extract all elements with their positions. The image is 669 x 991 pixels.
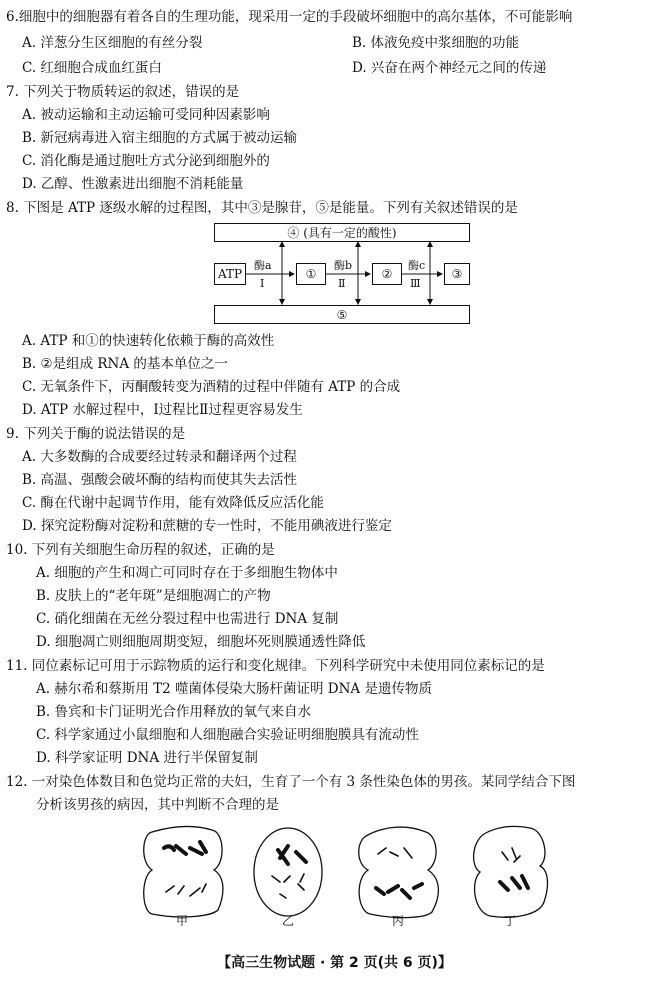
q7-option-b: B. 新冠病毒进入宿主细胞的方式属于被动运输 <box>22 130 298 146</box>
q11-option-d: D. 科学家证明 DNA 进行半保留复制 <box>36 750 258 766</box>
box-4-acidic: ④ (具有一定的酸性) <box>214 223 470 242</box>
cell-division-figure <box>140 820 560 928</box>
cell-label-ding: 丁 <box>504 914 517 928</box>
cell-label-yi: 乙 <box>282 914 295 928</box>
cell-yi <box>254 828 322 916</box>
q10-option-d: D. 细胞凋亡则细胞周期变短，细胞坏死则膜通透性降低 <box>36 634 366 650</box>
page-footer: 【高三生物试题 · 第 2 页(共 6 页)】 <box>217 955 452 971</box>
step-2-label: Ⅱ <box>338 277 346 290</box>
cell-bing <box>359 827 439 918</box>
q8-option-a: A. ATP 和①的快速转化依赖于酶的高效性 <box>22 333 275 349</box>
q8-stem: 8. 下图是 ATP 逐级水解的过程图，其中③是腺苷，⑤是能量。下列有关叙述错误的是 <box>6 200 518 216</box>
enzyme-c-label: 酶c <box>408 259 426 272</box>
q9-option-a: A. 大多数酶的合成要经过转录和翻译两个过程 <box>22 449 297 465</box>
q9-option-d: D. 探究淀粉酶对淀粉和蔗糖的专一性时，不能用碘液进行鉴定 <box>22 518 392 534</box>
q10-option-c: C. 硝化细菌在无丝分裂过程中也需进行 DNA 复制 <box>36 611 339 627</box>
q11-option-a: A. 赫尔希和蔡斯用 T2 噬菌体侵染大肠杆菌证明 DNA 是遗传物质 <box>36 681 432 697</box>
q12-stem-line2: 分析该男孩的病因，其中判断不合理的是 <box>36 797 279 813</box>
cell-label-bing: 丙 <box>392 914 405 928</box>
cell-jia <box>144 826 223 917</box>
q9-stem: 9. 下列关于酶的说法错误的是 <box>6 426 186 442</box>
enzyme-a-label: 酶a <box>254 259 272 272</box>
q10-option-b: B. 皮肤上的“老年斑”是细胞凋亡的产物 <box>36 588 271 604</box>
q6-option-c: C. 红细胞合成血红蛋白 <box>22 60 162 76</box>
enzyme-b-label: 酶b <box>334 259 353 272</box>
q12-stem-line1: 12. 一对染色体数目和色觉均正常的夫妇，生育了一个有 3 条性染色体的男孩。某同学结合下图 <box>6 774 576 790</box>
box-3: ③ <box>444 263 470 285</box>
q7-option-d: D. 乙醇、性激素进出细胞不消耗能量 <box>22 176 244 192</box>
q8-option-d: D. ATP 水解过程中，Ⅰ过程比Ⅱ过程更容易发生 <box>22 402 303 418</box>
q11-stem: 11. 同位素标记可用于示踪物质的运行和变化规律。下列科学研究中未使用同位素标记的是 <box>6 658 545 674</box>
q9-option-c: C. 酶在代谢中起调节作用，能有效降低反应活化能 <box>22 495 324 511</box>
box-5-energy: ⑤ <box>214 305 470 324</box>
q7-option-c: C. 消化酶是通过胞吐方式分泌到细胞外的 <box>22 153 270 169</box>
q6-option-d: D. 兴奋在两个神经元之间的传递 <box>352 60 547 76</box>
cell-label-jia: 甲 <box>176 914 189 928</box>
q9-option-b: B. 高温、强酸会破坏酶的结构而使其失去活性 <box>22 472 298 488</box>
atp-hydrolysis-diagram <box>210 221 472 325</box>
cell-drawings <box>140 820 560 924</box>
q10-stem: 10. 下列有关细胞生命历程的叙述，正确的是 <box>6 542 275 558</box>
step-3-label: Ⅲ <box>410 277 421 290</box>
q6-option-a: A. 洋葱分生区细胞的有丝分裂 <box>22 35 203 51</box>
box-atp: ATP <box>214 263 246 285</box>
q7-stem: 7. 下列关于物质转运的叙述，错误的是 <box>6 84 240 100</box>
q8-option-b: B. ②是组成 RNA 的基本单位之一 <box>22 356 228 372</box>
cell-ding <box>474 826 548 917</box>
box-1: ① <box>296 263 326 285</box>
q7-option-a: A. 被动运输和主动运输可受同种因素影响 <box>22 107 270 123</box>
q11-option-c: C. 科学家通过小鼠细胞和人细胞融合实验证明细胞膜具有流动性 <box>36 727 419 743</box>
q8-option-c: C. 无氧条件下，丙酮酸转变为酒精的过程中伴随有 ATP 的合成 <box>22 379 401 395</box>
box-2: ② <box>372 263 402 285</box>
q6-option-b: B. 体液免疫中浆细胞的功能 <box>352 35 520 51</box>
q10-option-a: A. 细胞的产生和凋亡可同时存在于多细胞生物体中 <box>36 565 338 581</box>
q11-option-b: B. 鲁宾和卡门证明光合作用释放的氧气来自水 <box>36 704 312 720</box>
q6-stem: 6.细胞中的细胞器有着各自的生理功能，现采用一定的手段破坏细胞中的高尔基体，不可能影响 <box>6 9 573 25</box>
step-1-label: Ⅰ <box>260 277 265 290</box>
